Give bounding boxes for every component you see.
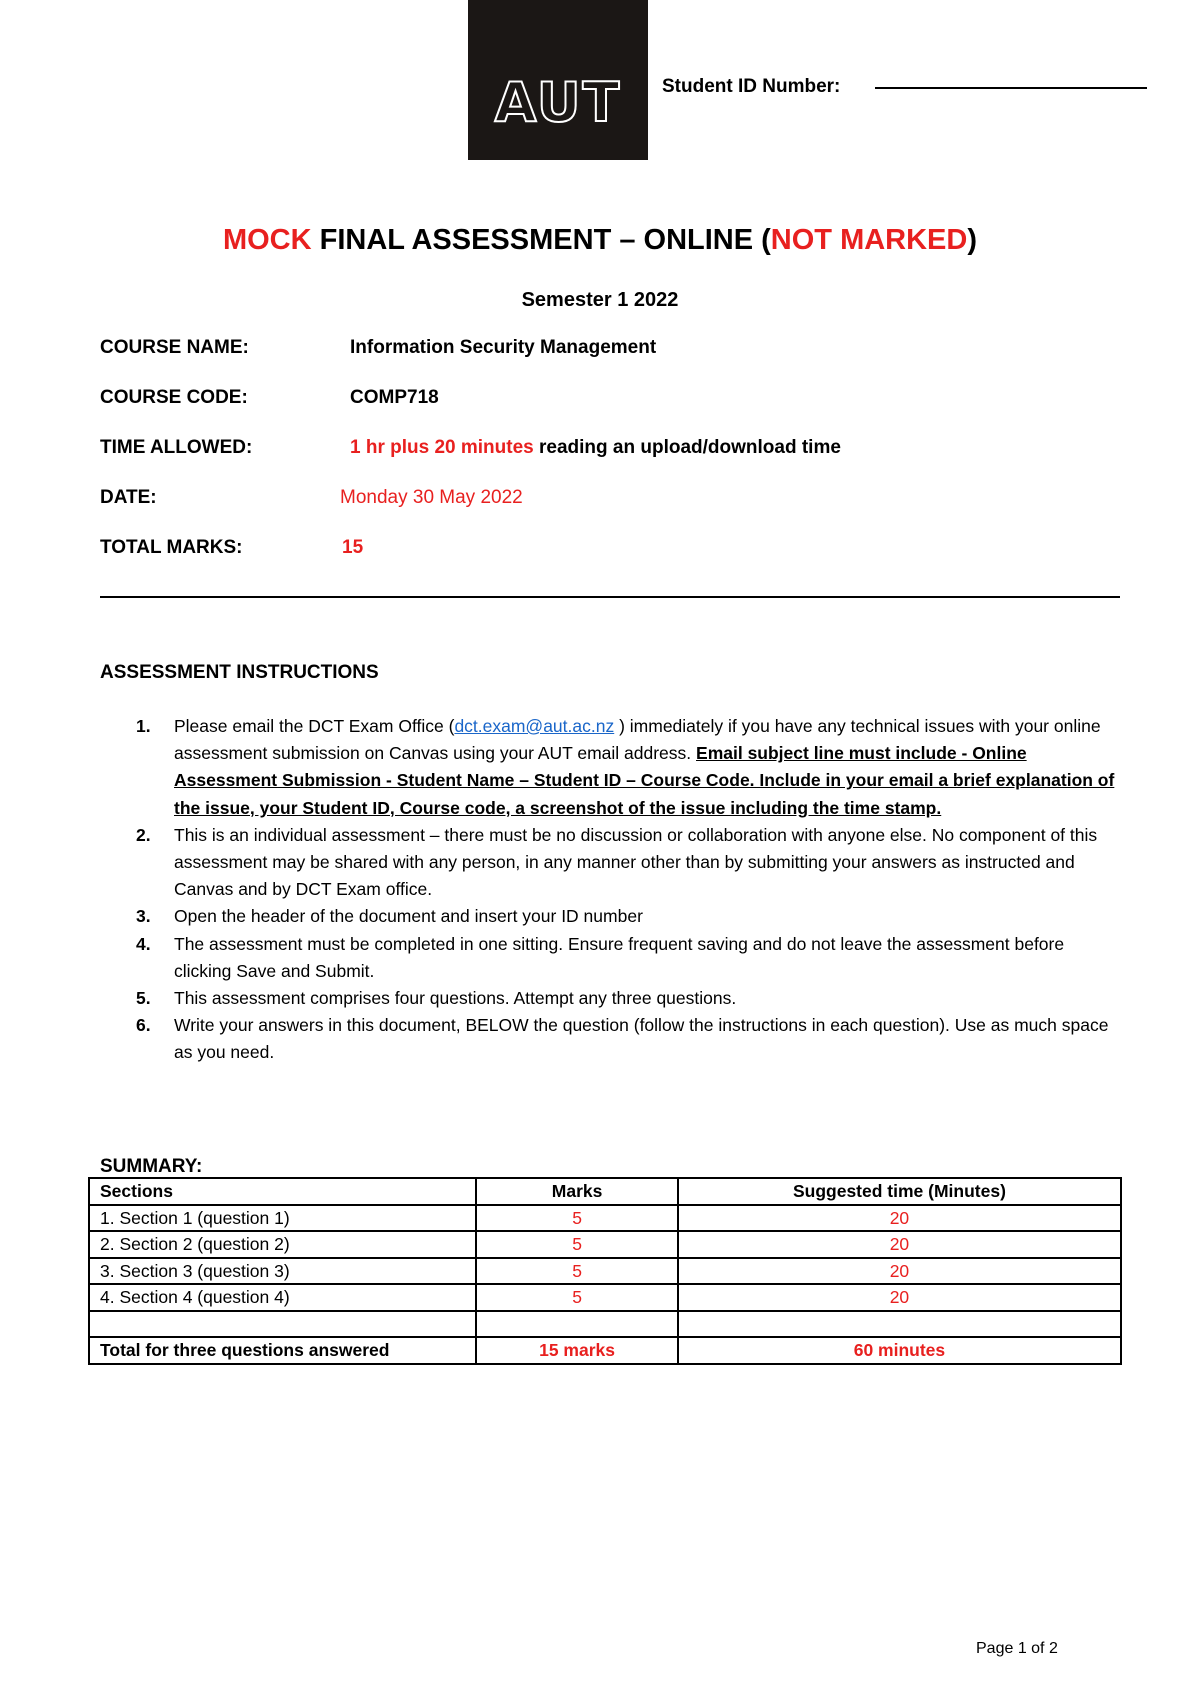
table-total-row (89, 1337, 1121, 1364)
title-main: FINAL ASSESSMENT – ONLINE ( (311, 224, 771, 256)
aut-logo (468, 0, 648, 160)
section-cell: 3. Section 3 (question 3) (89, 1258, 476, 1285)
instructions-heading: ASSESSMENT INSTRUCTIONS (100, 662, 379, 683)
exam-office-email-link[interactable]: dct.exam@aut.ac.nz (454, 716, 615, 736)
instruction-number: 2. (136, 824, 151, 845)
marks-cell: 5 (476, 1231, 678, 1258)
section-cell: 2. Section 2 (question 2) (89, 1231, 476, 1258)
column-header-sections: Sections (89, 1178, 476, 1205)
title-not-marked: NOT MARKED (770, 224, 968, 256)
instruction-text: This is an individual assessment – there must be no discussion or collaboration with anyone else. No component of this assessment may be shared with any person, in any manner other than by submitting your answers as instructed and Canvas and by DCT Exam office. (174, 824, 1098, 900)
section-cell: 1. Section 1 (question 1) (89, 1205, 476, 1232)
instruction-text: Please email the DCT Exam Office ( (174, 716, 455, 736)
course-name-label: COURSE NAME: (100, 337, 249, 358)
time-cell: 20 (678, 1258, 1121, 1285)
instruction-number: 3. (136, 906, 151, 927)
instruction-emphasis: Email subject line must include - Online Assessment Submission - Student Name – Student ID – Course Code. Include in your email a brief explanation of the issue, your Student ID, Course code, a screenshot of the issue including the time stamp. (174, 743, 1115, 818)
course-code-label: COURSE CODE: (100, 387, 248, 408)
time-cell: 20 (678, 1205, 1121, 1232)
instruction-item (126, 822, 1121, 904)
student-id-field[interactable] (875, 87, 1147, 89)
title-close: ) (967, 224, 978, 256)
total-label-cell: Total for three questions answered (89, 1337, 476, 1364)
total-marks-label: TOTAL MARKS: (100, 537, 243, 558)
instruction-number: 5. (136, 988, 151, 1009)
marks-cell: 5 (476, 1284, 678, 1311)
time-allowed-rest: reading an upload/download time (533, 437, 841, 458)
total-marks-cell: 15 marks (476, 1337, 678, 1364)
table-row (89, 1205, 1121, 1232)
date-value: Monday 30 May 2022 (340, 487, 523, 508)
instruction-item (126, 713, 1121, 822)
course-code-value: COMP718 (350, 387, 439, 408)
time-cell (678, 1311, 1121, 1338)
instruction-item (126, 931, 1121, 985)
course-name-value: Information Security Management (350, 337, 657, 358)
section-cell (89, 1311, 476, 1338)
instruction-text: Write your answers in this document, BELOW the question (follow the instructions in each question). Use as much space as you need. (174, 1015, 1109, 1063)
marks-cell: 5 (476, 1258, 678, 1285)
instruction-item (126, 1012, 1121, 1066)
instruction-text: The assessment must be completed in one sitting. Ensure frequent saving and do not leave the assessment before clicking Save and Submit. (174, 933, 1065, 981)
divider (100, 596, 1120, 598)
instruction-number: 6. (136, 1015, 151, 1036)
instruction-item (126, 985, 1121, 1012)
table-row (89, 1231, 1121, 1258)
page-number: Page 1 of 2 (976, 1640, 1058, 1657)
total-time-cell: 60 minutes (678, 1337, 1121, 1364)
time-cell: 20 (678, 1231, 1121, 1258)
time-allowed-label: TIME ALLOWED: (100, 437, 253, 458)
title-mock: MOCK (222, 224, 312, 256)
column-header-marks: Marks (476, 1178, 678, 1205)
section-cell: 4. Section 4 (question 4) (89, 1284, 476, 1311)
time-allowed-value (350, 437, 841, 459)
instruction-item (126, 903, 1121, 930)
summary-table (88, 1177, 1122, 1365)
marks-cell (476, 1311, 678, 1338)
page-title (0, 224, 1200, 257)
instruction-text: This assessment comprises four questions. Attempt any three questions. (174, 988, 737, 1009)
total-marks-value: 15 (342, 537, 364, 558)
student-id-label: Student ID Number: (662, 76, 841, 97)
instruction-number: 1. (136, 716, 151, 736)
semester: Semester 1 2022 (521, 289, 679, 311)
column-header-time: Suggested time (Minutes) (678, 1178, 1121, 1205)
table-row (89, 1284, 1121, 1311)
marks-cell: 5 (476, 1205, 678, 1232)
table-header-row (89, 1178, 1121, 1205)
instruction-text: Open the header of the document and insert your ID number (174, 906, 643, 927)
summary-heading: SUMMARY: (100, 1156, 203, 1177)
date-label: DATE: (100, 487, 157, 508)
logo-text: AUT (494, 71, 622, 134)
instruction-text: ) immediately if you have any technical issues with your online assessment submission on Canvas using your AUT email address. (174, 716, 1101, 764)
instruction-number: 4. (136, 933, 151, 954)
table-row (89, 1258, 1121, 1285)
table-row-empty (89, 1311, 1121, 1338)
instructions-list (126, 713, 1121, 1067)
time-allowed-red: 1 hr plus 20 minutes (350, 437, 534, 458)
time-cell: 20 (678, 1284, 1121, 1311)
